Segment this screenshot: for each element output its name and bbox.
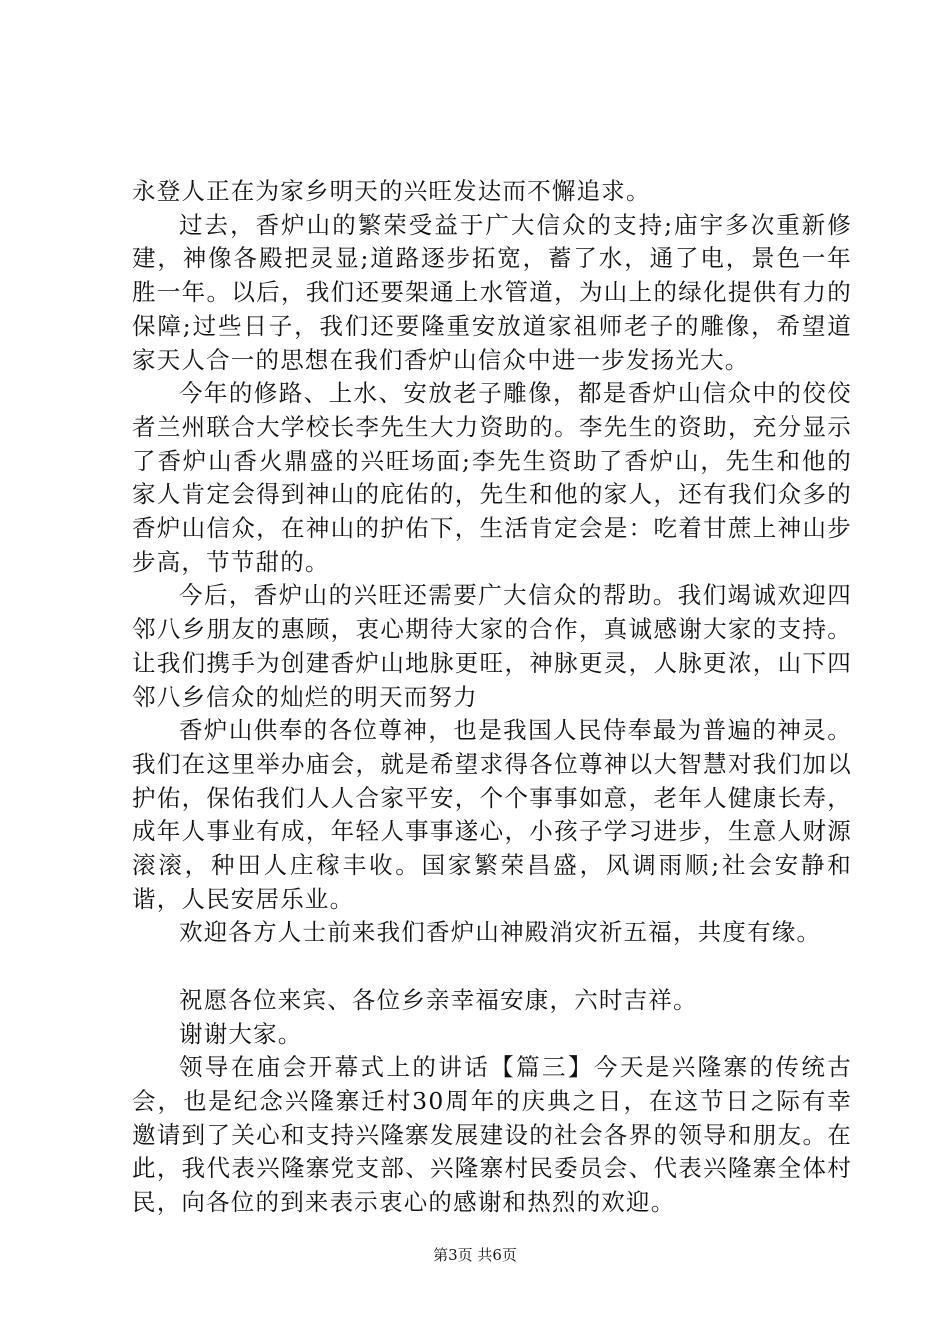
paragraph-wishes: 祝愿各位来宾、各位乡亲幸福安康，六时吉祥。 xyxy=(179,985,698,1014)
paragraph-welcome: 欢迎各方人士前来我们香炉山神殿消灾祈五福，共度有缘。 xyxy=(179,918,822,947)
paragraph-deities: 香炉山供奉的各位尊神，也是我国人民侍奉最为普遍的神灵。我们在这里举办庙会，就是希望求得各位尊神以大智慧对我们加以护佑，保佑我们人人合家平安，个个事事如意，老年人健康长寿，成年人事业有成，年轻人事事遂心，小孩子学习进步，生意人财源滚滚，种田人庄稼丰收。国家繁荣昌盛，风调雨顺;社会安静和谐，人民安居乐业。 xyxy=(132,716,852,913)
paragraph-past-prosperity: 过去，香炉山的繁荣受益于广大信众的支持;庙宇多次重新修建，神像各殿把灵显;道路逐步拓宽，蓄了水，通了电，景色一年胜一年。以后，我们还要架通上水管道，为山上的绿化提供有力的保障;过些日子，我们还要隆重安放道家祖师老子的雕像，希望道家天人合一的思想在我们香炉山信众中进一步发扬光大。 xyxy=(132,210,852,374)
page-number-footer: 第3页 共6页 xyxy=(433,1246,517,1264)
paragraph-gap xyxy=(132,950,852,984)
paragraph-thanks: 谢谢大家。 xyxy=(179,1019,303,1048)
paragraph-continuation: 永登人正在为家乡明天的兴旺发达而不懈追求。 xyxy=(132,177,651,205)
paragraph-future: 今后，香炉山的兴旺还需要广大信众的帮助。我们竭诚欢迎四邻八乡朋友的惠顾，衷心期待大家的合作，真诚感谢大家的支持。让我们携手为创建香炉山地脉更旺，神脉更灵，人脉更浓，山下四邻八乡信众的灿烂的明天而努力 xyxy=(132,581,852,711)
paragraph-part-three: 领导在庙会开幕式上的讲话【篇三】今天是兴隆寨的传统古会，也是纪念兴隆寨迁村30周年的庆典之日，在这节日之际有幸邀请到了关心和支持兴隆寨发展建设的社会各界的领导和朋友。在此，我代表兴隆寨党支部、兴隆寨村民委员会、代表兴隆寨全体村民，向各位的到来表示衷心的感谢和热烈的欢迎。 xyxy=(132,1053,852,1217)
document-body xyxy=(132,175,852,1220)
paragraph-sponsor: 今年的修路、上水、安放老子雕像，都是香炉山信众中的佼佼者兰州联合大学校长李先生大力资助的。李先生的资助，充分显示了香炉山香火鼎盛的兴旺场面;李先生资助了香炉山，先生和他的家人肯定会得到神山的庇佑的，先生和他的家人，还有我们众多的香炉山信众，在神山的护佑下，生活肯定会是：吃着甘蔗上神山步步高，节节甜的。 xyxy=(132,379,852,576)
